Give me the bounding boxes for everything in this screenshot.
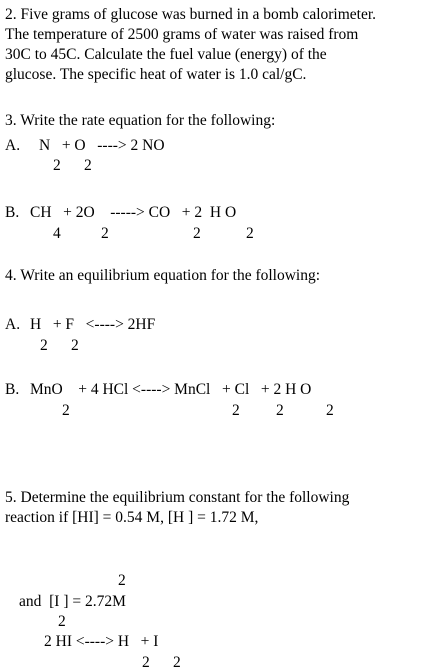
q2-line-1: 2. Five grams of glucose was burned in a bomb calorimeter. — [5, 6, 377, 23]
q3-heading: 3. Write the rate equation for the following: — [5, 112, 276, 129]
q5-reaction: 2 HI <----> H + I — [44, 633, 159, 650]
q4-heading: 4. Write an equilibrium equation for the following: — [5, 267, 321, 284]
q5-line-3: and [I ] = 2.72M — [19, 593, 126, 610]
q3-b-subscript-o2: 2 — [101, 225, 109, 242]
q4-b-subscript-cl2: 2 — [276, 402, 284, 419]
q5-i2-subscript: 2 — [58, 613, 66, 630]
q3-b-subscript-co2: 2 — [193, 225, 201, 242]
q5-reaction-subscripts: 2 2 — [142, 654, 181, 671]
q2-line-3: 30C to 45C. Calculate the fuel value (energy) of the — [5, 46, 327, 63]
q4-a-subscripts: 2 2 — [40, 337, 79, 354]
q5-h2-subscript: 2 — [118, 572, 126, 589]
q2-line-4: glucose. The specific heat of water is 1.0 cal/gC. — [5, 66, 307, 83]
q4-b-equation: MnO + 4 HCl <----> MnCl + Cl + 2 H O — [30, 381, 312, 398]
q4-b-subscript-mncl2: 2 — [232, 402, 240, 419]
q4-b-subscript-h2o: 2 — [326, 402, 334, 419]
q5-line-2: reaction if [HI] = 0.54 M, [H ] = 1.72 M, — [5, 509, 259, 526]
q4-a-equation: H + F <----> 2HF — [30, 316, 156, 333]
q3-a-label: A. — [5, 137, 21, 154]
q4-a-label: A. — [5, 316, 21, 333]
q3-b-label: B. — [5, 204, 20, 221]
q5-line-1: 5. Determine the equilibrium constant for the following — [5, 489, 350, 506]
q3-a-equation: N + O ----> 2 NO — [39, 137, 165, 154]
q3-b-subscript-h2o: 2 — [246, 225, 254, 242]
q4-b-subscript-mno2: 2 — [62, 402, 70, 419]
q3-b-equation: CH + 2O -----> CO + 2 H O — [30, 204, 237, 221]
q3-b-subscript-ch4: 4 — [53, 225, 61, 242]
q4-b-label: B. — [5, 381, 20, 398]
q3-a-subscripts: 2 2 — [53, 157, 92, 174]
q2-line-2: The temperature of 2500 grams of water was raised from — [5, 26, 359, 43]
